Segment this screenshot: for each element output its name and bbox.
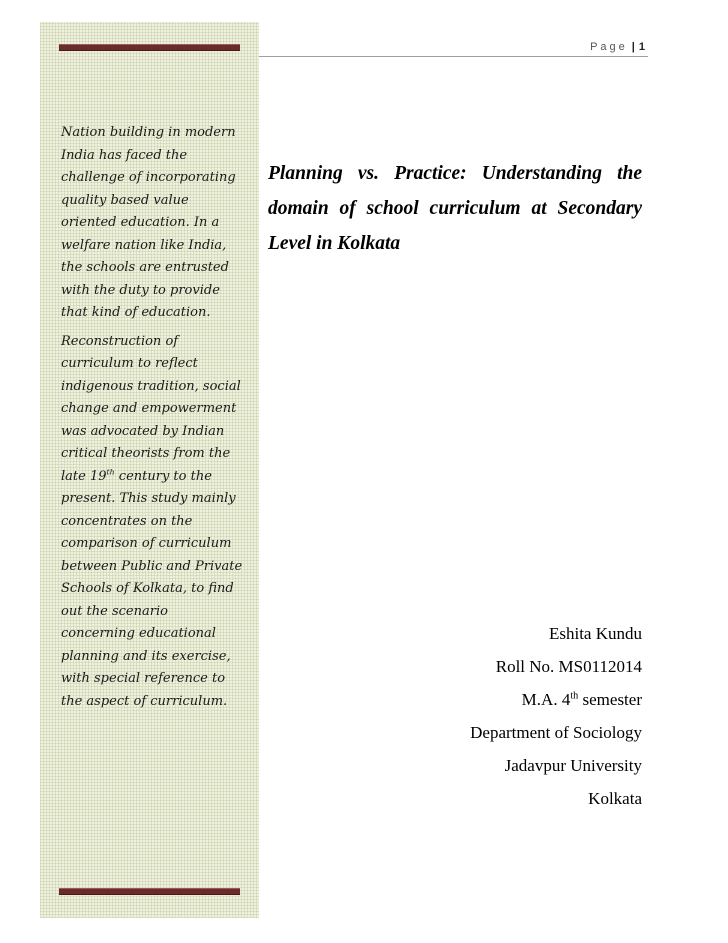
abstract-superscript: th — [106, 467, 115, 477]
page-number-header — [590, 41, 645, 53]
abstract-paragraph-2 — [61, 331, 243, 714]
author-department: Department of Sociology — [470, 723, 642, 742]
author-degree — [470, 683, 642, 716]
top-decorative-rule — [59, 44, 240, 51]
degree-part-2: semester — [578, 690, 642, 709]
author-block — [470, 617, 642, 815]
bottom-decorative-rule — [59, 888, 240, 895]
sidebar-abstract — [61, 122, 243, 719]
author-roll-number: Roll No. MS0112014 — [495, 657, 642, 676]
page-separator: | — [631, 41, 635, 53]
degree-superscript: th — [570, 690, 579, 702]
abstract-paragraph-2-part-2: century to the present. This study mainly concentrates on the comparison of curriculum between Public and Private Schools of Kolkata, to find out the scenario concerning educational planning and its exercise, with special reference to the aspect of curriculum. — [61, 468, 243, 709]
page-number: 1 — [638, 41, 645, 53]
author-city: Kolkata — [588, 789, 642, 808]
degree-part-1: M.A. 4 — [521, 690, 571, 709]
page-label: Page — [590, 41, 628, 53]
header-divider — [259, 56, 648, 57]
abstract-paragraph-1: Nation building in modern India has faced the challenge of incorporating quality based value oriented education. In a welfare nation like India, the schools are entrusted with the duty to provide that kind of education. — [61, 125, 236, 320]
author-university: Jadavpur University — [504, 756, 642, 775]
author-name: Eshita Kundu — [548, 624, 642, 643]
abstract-paragraph-2-part-1: Reconstruction of curriculum to reflect indigenous tradition, social change and empowerment was advocated by Indian critical theorists from the late 19 — [61, 333, 241, 484]
document-title: Planning vs. Practice: Understanding the domain of school curriculum at Secondary Level in Kolkata — [268, 163, 642, 254]
